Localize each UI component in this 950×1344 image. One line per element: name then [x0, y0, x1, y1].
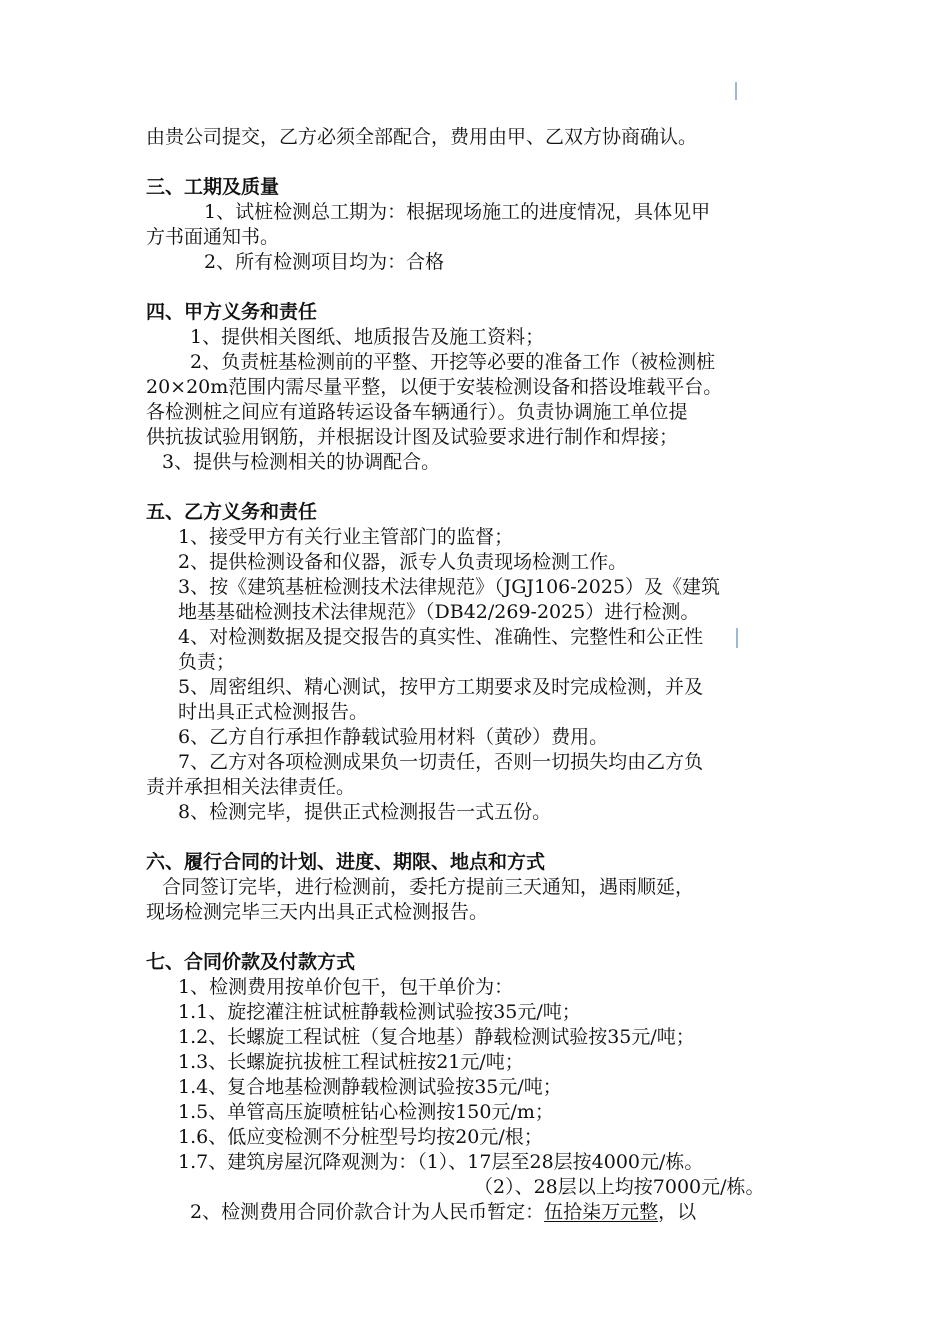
section-5-item-3-line-2: 地基基础检测技术法律规范》（DB42/269-2025）进行检测。 [178, 601, 700, 623]
text-cursor-marker [736, 628, 738, 648]
section-5-item-4-line-1: 4、对检测数据及提交报告的真实性、准确性、完整性和公正性 [178, 626, 704, 648]
section-7-item-2 [190, 1200, 696, 1225]
section-4-item-2-line-3: 各检测桩之间应有道路转运设备车辆通行）。负责协调施工单位提 [146, 401, 688, 423]
section-5-item-2: 2、提供检测设备和仪器，派专人负责现场检测工作。 [178, 551, 628, 573]
section-7-item-2-prefix: 2、检测费用合同价款合计为人民币暂定： [190, 1201, 545, 1223]
section-5-item-8: 8、检测完毕，提供正式检测报告一式五份。 [178, 801, 552, 823]
section-4-item-2-line-1: 2、负责桩基检测前的平整、开挖等必要的准备工作（被检测桩 [190, 351, 716, 373]
section-7-title: 七、合同价款及付款方式 [146, 951, 356, 973]
section-5-title: 五、乙方义务和责任 [146, 501, 318, 523]
section-7-item-1-2: 1.2、长螺旋工程试桩（复合地基）静载检测试验按35元/吨； [178, 1026, 695, 1048]
section-6-title: 六、履行合同的计划、进度、期限、地点和方式 [146, 851, 546, 873]
section-7-item-2-suffix: ，以 [658, 1201, 697, 1223]
section-3-item-1-line-2: 方书面通知书。 [146, 226, 280, 248]
section-7-item-1-1: 1.1、旋挖灌注桩试桩静载检测试验按35元/吨； [178, 1001, 581, 1023]
section-5-item-5-line-1: 5、周密组织、精心测试，按甲方工期要求及时完成检测，并及 [178, 676, 704, 698]
section-6-line-1: 合同签订完毕，进行检测前，委托方提前三天通知，遇雨顺延， [162, 876, 695, 898]
section-4-item-2-line-2: 20×20m范围内需尽量平整，以便于安装检测设备和搭设堆载平台。 [146, 376, 723, 398]
section-3-title: 三、工期及质量 [146, 176, 280, 198]
section-7-item-1-5: 1.5、单管高压旋喷桩钻心检测按150元/m； [178, 1101, 554, 1123]
text-cursor-marker [735, 82, 737, 100]
section-6-line-2: 现场检测完毕三天内出具正式检测报告。 [146, 901, 489, 923]
section-5-item-3-line-1: 3、按《建筑基桩检测技术法律规范》（JGJ106-2025）及《建筑 [178, 576, 721, 598]
section-5-item-1: 1、接受甲方有关行业主管部门的监督； [178, 526, 514, 548]
section-7-item-1-6: 1.6、低应变检测不分桩型号均按20元/根； [178, 1126, 543, 1148]
section-4-item-1: 1、提供相关图纸、地质报告及施工资料； [190, 326, 545, 348]
section-7-item-1-3: 1.3、长螺旋抗拔桩工程试桩按21元/吨； [178, 1051, 524, 1073]
section-4-item-2-line-4: 供抗拔试验用钢筋，并根据设计图及试验要求进行制作和焊接； [146, 426, 679, 448]
section-5-item-4-line-2: 负责； [178, 651, 236, 673]
section-4-title: 四、甲方义务和责任 [146, 301, 318, 323]
section-4-item-3: 3、提供与检测相关的协调配合。 [162, 451, 441, 473]
section-5-item-6: 6、乙方自行承担作静载试验用材料（黄砂）费用。 [178, 726, 609, 748]
section-3-item-2: 2、所有检测项目均为：合格 [204, 251, 445, 273]
section-7-item-1-4: 1.4、复合地基检测静载检测试验按35元/吨； [178, 1076, 562, 1098]
section-7-item-1: 1、检测费用按单价包干，包干单价为： [178, 976, 514, 998]
section-5-item-5-line-2: 时出具正式检测报告。 [178, 701, 369, 723]
section-3-item-1-line-1: 1、试桩检测总工期为：根据现场施工的进度情况，具体见甲 [204, 201, 711, 223]
section-7-item-1-7: 1.7、建筑房屋沉降观测为：（1）、17层至28层按4000元/栋。 [178, 1151, 704, 1173]
section-5-item-7-line-2: 责并承担相关法律责任。 [146, 776, 356, 798]
section-5-item-7-line-1: 7、乙方对各项检测成果负一切责任，否则一切损失均由乙方负 [178, 751, 704, 773]
section-7-item-1-7-continued: （2）、28层以上均按7000元/栋。 [474, 1176, 765, 1198]
section-7-item-2-amount: 伍拾柒万元整 [544, 1201, 659, 1223]
intro-line: 由贵公司提交，乙方必须全部配合，费用由甲、乙双方协商确认。 [146, 126, 698, 148]
